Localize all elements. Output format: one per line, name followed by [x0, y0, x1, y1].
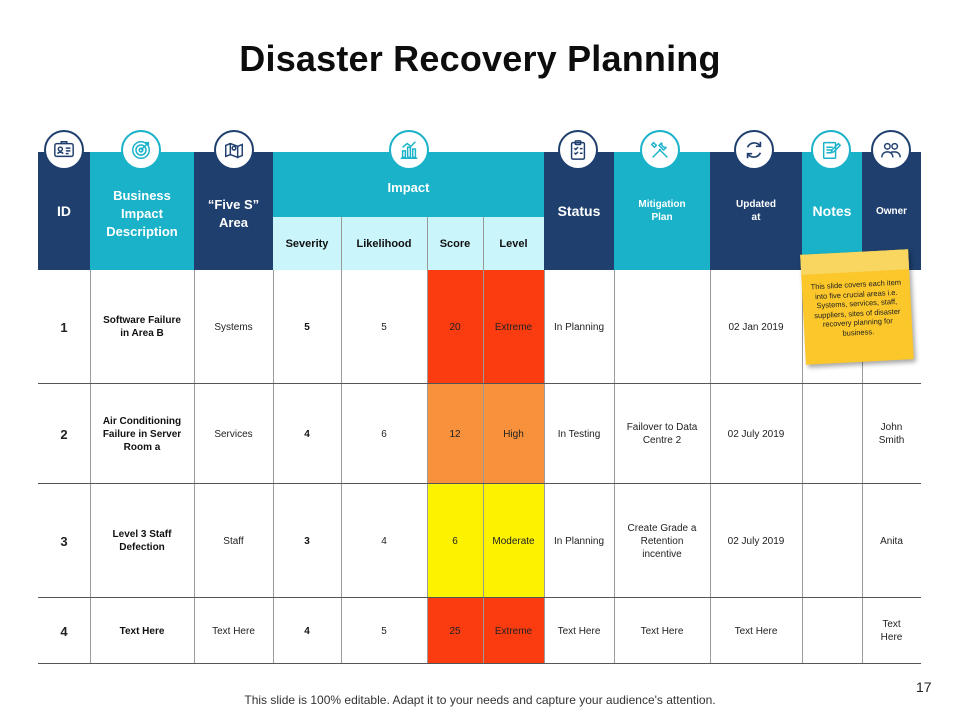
sticky-note [800, 249, 914, 365]
header-business-impact: Business Impact Description [90, 152, 194, 270]
row3-level: Moderate [492, 535, 535, 547]
page-number: 17 [916, 679, 932, 695]
row2-id: 2 [60, 426, 68, 442]
row-divider [38, 663, 921, 664]
header-updated-at: Updated at [710, 152, 802, 270]
row2-likelihood: 6 [381, 428, 387, 440]
row3-owner: Anita [880, 535, 903, 547]
row4-area: Text Here [212, 625, 255, 637]
clipboard-checklist-icon [558, 130, 598, 170]
row2-level: High [503, 428, 524, 440]
header-owner: Owner [862, 152, 921, 270]
row4-score: 25 [449, 625, 461, 637]
row3-updated: 02 July 2019 [727, 535, 785, 547]
id-card-icon [44, 130, 84, 170]
row4-description: Text Here [119, 625, 165, 637]
target-icon [121, 130, 161, 170]
row2-updated: 02 July 2019 [727, 428, 785, 440]
row4-level: Extreme [494, 625, 533, 637]
row2-score: 12 [449, 428, 461, 440]
header-status: Status [544, 152, 614, 270]
header-score: Score [427, 217, 483, 270]
header-five-s-area: “Five S” Area [194, 152, 273, 270]
row2-area: Services [214, 428, 253, 440]
row1-level: Extreme [494, 321, 533, 333]
row3-severity: 3 [304, 535, 310, 547]
refresh-icon [734, 130, 774, 170]
sticky-note-text: This slide covers each item into five crucial areas i.e. Systems, services, staff, suppliers, sites of disaster recovery planning for business. [810, 277, 902, 338]
grid-line [710, 270, 711, 664]
page-title: Disaster Recovery Planning [239, 38, 721, 79]
row4-likelihood: 5 [381, 625, 387, 637]
map-location-icon [214, 130, 254, 170]
bar-chart-icon [389, 130, 429, 170]
notepad-icon [811, 130, 851, 170]
row1-updated: 02 Jan 2019 [728, 321, 784, 333]
row1-score: 20 [449, 321, 461, 333]
grid-line [273, 270, 274, 664]
row3-likelihood: 4 [381, 535, 387, 547]
row4-id: 4 [60, 623, 68, 639]
row3-id: 3 [60, 533, 68, 549]
row3-status: In Planning [553, 535, 605, 547]
row1-area: Systems [214, 321, 253, 333]
row1-likelihood: 5 [381, 321, 387, 333]
grid-line [90, 270, 91, 664]
header-mitigation-plan: Mitigation Plan [614, 152, 710, 270]
header-level: Level [483, 217, 544, 270]
header-notes: Notes [802, 152, 862, 270]
row-divider [38, 383, 921, 384]
header-severity: Severity [273, 217, 341, 270]
row1-mitigation [614, 270, 710, 384]
grid-line [802, 270, 803, 664]
row1-status: In Planning [553, 321, 605, 333]
row4-owner: Text Here [880, 619, 903, 643]
header-likelihood: Likelihood [341, 217, 427, 270]
row-divider [38, 483, 921, 484]
row1-description: Software Failure in Area B [103, 315, 181, 339]
people-icon [871, 130, 911, 170]
row4-updated: Text Here [734, 625, 778, 637]
row3-score: 6 [452, 535, 458, 547]
grid-line [194, 270, 195, 664]
row3-area: Staff [223, 535, 244, 547]
header-id: ID [38, 152, 90, 270]
row3-description: Level 3 Staff Defection [112, 529, 172, 553]
grid-line [544, 270, 545, 664]
sticky-note-band [800, 249, 909, 275]
row2-description: Air Conditioning Failure in Server Room a [102, 415, 182, 453]
grid-line [614, 270, 615, 664]
row2-status: In Testing [557, 428, 601, 440]
header-impact: Impact [273, 152, 544, 217]
row3-mitigation: Create Grade a Retention incentive [627, 522, 697, 560]
row2-severity: 4 [304, 428, 310, 440]
row4-mitigation: Text Here [640, 625, 684, 637]
row4-status: Text Here [557, 625, 601, 637]
footer-note: This slide is 100% editable. Adapt it to your needs and capture your audience's attention. [244, 693, 716, 707]
row4-severity: 4 [304, 625, 310, 637]
row-divider [38, 597, 921, 598]
row1-id: 1 [60, 319, 68, 335]
row2-mitigation: Failover to Data Centre 2 [626, 422, 698, 446]
row1-severity: 5 [304, 321, 310, 333]
row2-owner: John Smith [878, 422, 905, 446]
tools-icon [640, 130, 680, 170]
